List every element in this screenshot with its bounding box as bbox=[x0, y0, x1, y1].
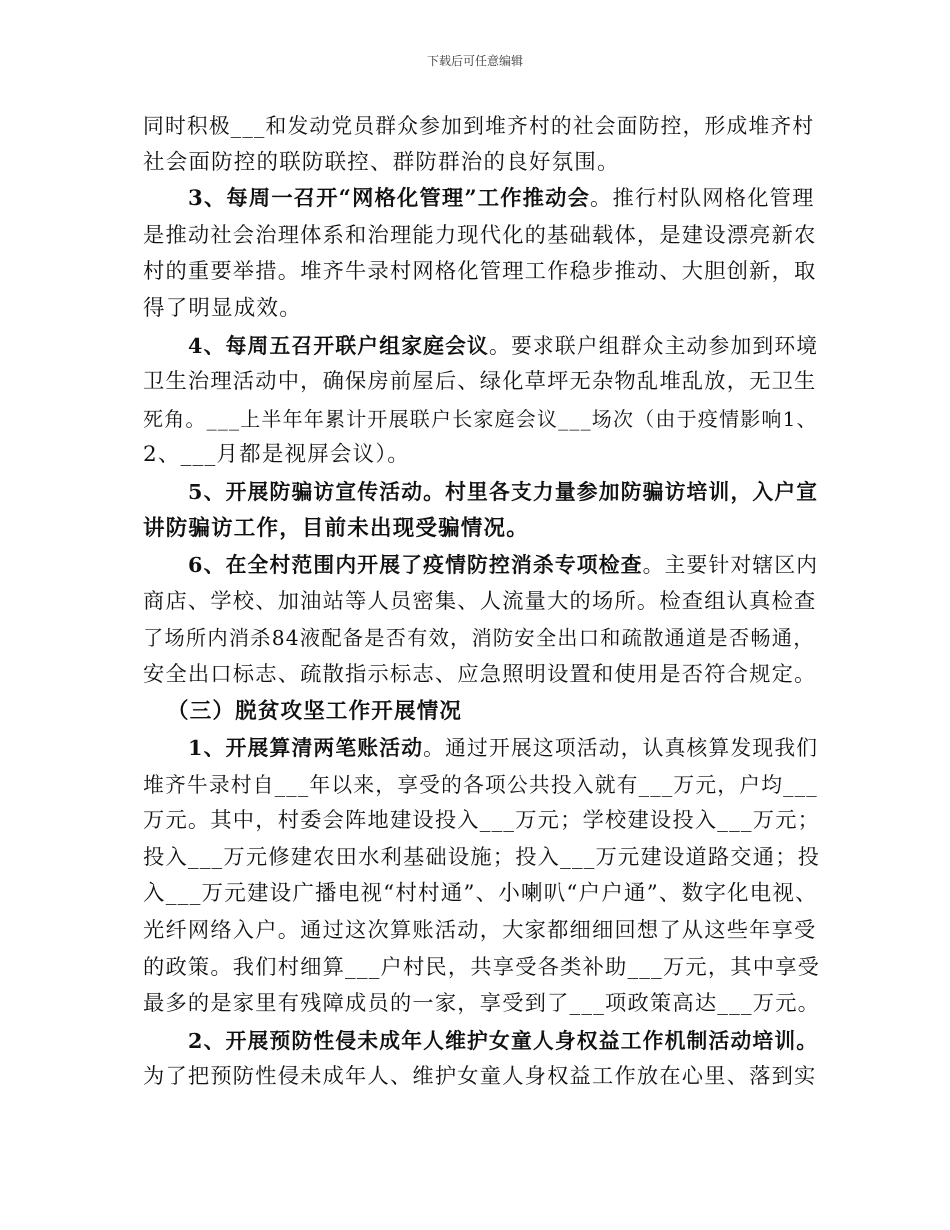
text-line bbox=[143, 511, 821, 548]
text-line bbox=[143, 401, 821, 438]
paragraph-heading-2 bbox=[143, 1023, 821, 1060]
text-line bbox=[143, 876, 821, 913]
text-line bbox=[143, 291, 821, 328]
text-span: 死角。___上半年年累计开展联户长家庭会议___场次（由于疫情影响1、 bbox=[143, 406, 818, 431]
text-line bbox=[143, 986, 821, 1023]
text-line bbox=[143, 840, 821, 877]
page-header: 下载后可任意编辑 bbox=[426, 54, 523, 68]
text-span: 光纤网络入户。通过这次算账活动，大家都细细回想了从这些年享受 bbox=[143, 918, 817, 944]
text-span: 村的重要举措。堆齐牛录村网格化管理工作稳步推动、大胆创新，取 bbox=[143, 259, 817, 285]
paragraph-heading-6 bbox=[143, 547, 821, 584]
bold-text: 讲防骗访工作，目前未出现受骗情况。 bbox=[143, 515, 529, 541]
text-span: 卫生治理活动中，确保房前屋后、绿化草坪无杂物乱堆乱放，无卫生 bbox=[143, 369, 817, 395]
text-line bbox=[143, 437, 821, 474]
text-line bbox=[143, 145, 821, 182]
paragraph-heading-1 bbox=[143, 730, 821, 767]
section-heading bbox=[143, 694, 821, 731]
text-span: 。通过开展这项活动，认真核算发现我们 bbox=[423, 736, 819, 761]
text-span: 社会面防控的联防联控、群防群治的良好氛围。 bbox=[143, 149, 620, 175]
text-span: 是推动社会治理体系和治理能力现代化的基础载体，是建设漂亮新农 bbox=[143, 222, 817, 248]
text-line bbox=[143, 767, 821, 804]
text-span: 。要求联户组群众主动参加到环境 bbox=[489, 333, 819, 358]
text-span: 入___万元建设广播电视“村村通”、小喇叭“户户通”、数字化电视、 bbox=[143, 881, 818, 907]
text-line bbox=[143, 950, 821, 987]
text-span: 商店、学校、加油站等人员密集、人流量大的场所。检查组认真检查 bbox=[143, 588, 817, 614]
document-body bbox=[143, 108, 821, 1096]
text-line bbox=[143, 620, 821, 657]
text-span: 堆齐牛录村自___年以来，享受的各项公共投入就有___万元，户均___ bbox=[143, 772, 818, 797]
bold-heading: 2、开展预防性侵未成年人维护女童人身权益工作机制活动培训。 bbox=[188, 1028, 819, 1053]
text-span: 的政策。我们村细算___户村民，共享受各类补助___万元，其中享受 bbox=[143, 954, 821, 980]
bold-heading: （三）脱贫攻坚工作开展情况 bbox=[167, 698, 463, 724]
bold-heading: 6、在全村范围内开展了疫情防控消杀专项检查 bbox=[188, 553, 643, 578]
text-span: 。推行村队网格化管理 bbox=[590, 186, 815, 212]
paragraph-heading-4 bbox=[143, 328, 821, 365]
text-line bbox=[143, 218, 821, 255]
text-span: 最多的是家里有残障成员的一家，享受到了___项政策高达___万元。 bbox=[143, 991, 821, 1017]
text-line bbox=[143, 364, 821, 401]
text-span: 投入___万元修建农田水利基础设施；投入___万元建设道路交通；投 bbox=[143, 844, 821, 870]
paragraph-heading-5 bbox=[143, 474, 821, 511]
text-span: 了场所内消杀84液配备是否有效，消防安全出口和疏散通道是否畅通， bbox=[143, 626, 815, 651]
text-line bbox=[143, 254, 821, 291]
text-span: 。主要针对辖区内 bbox=[642, 553, 819, 578]
paragraph-heading-3 bbox=[143, 181, 821, 218]
text-line bbox=[143, 1059, 821, 1096]
text-span: 同时积极___和发动党员群众参加到堆齐村的社会面防控，形成堆齐村 bbox=[143, 114, 815, 138]
bold-heading: 5、开展防骗访宣传活动。村里各支力量参加防骗访培训，入户宣 bbox=[188, 479, 819, 504]
text-line bbox=[143, 913, 821, 950]
text-line bbox=[143, 584, 821, 621]
bold-heading: 3、每周一召开“网格化管理”工作推动会 bbox=[188, 186, 591, 212]
text-span: 得了明显成效。 bbox=[143, 295, 302, 321]
text-span: 安全出口标志、疏散指示标志、应急照明设置和使用是否符合规定。 bbox=[143, 661, 817, 687]
text-span: 为了把预防性侵未成年人、维护女童人身权益工作放在心里、落到实 bbox=[143, 1064, 817, 1090]
bold-heading: 1、开展算清两笔账活动 bbox=[188, 736, 424, 761]
bold-heading: 4、每周五召开联户组家庭会议 bbox=[188, 333, 489, 358]
text-line bbox=[143, 108, 821, 145]
text-span: 2、___月都是视屏会议）。 bbox=[143, 442, 410, 468]
text-line bbox=[143, 803, 821, 840]
text-line bbox=[143, 657, 821, 694]
text-span: 万元。其中，村委会阵地建设投入___万元；学校建设投入___万元； bbox=[143, 808, 821, 834]
